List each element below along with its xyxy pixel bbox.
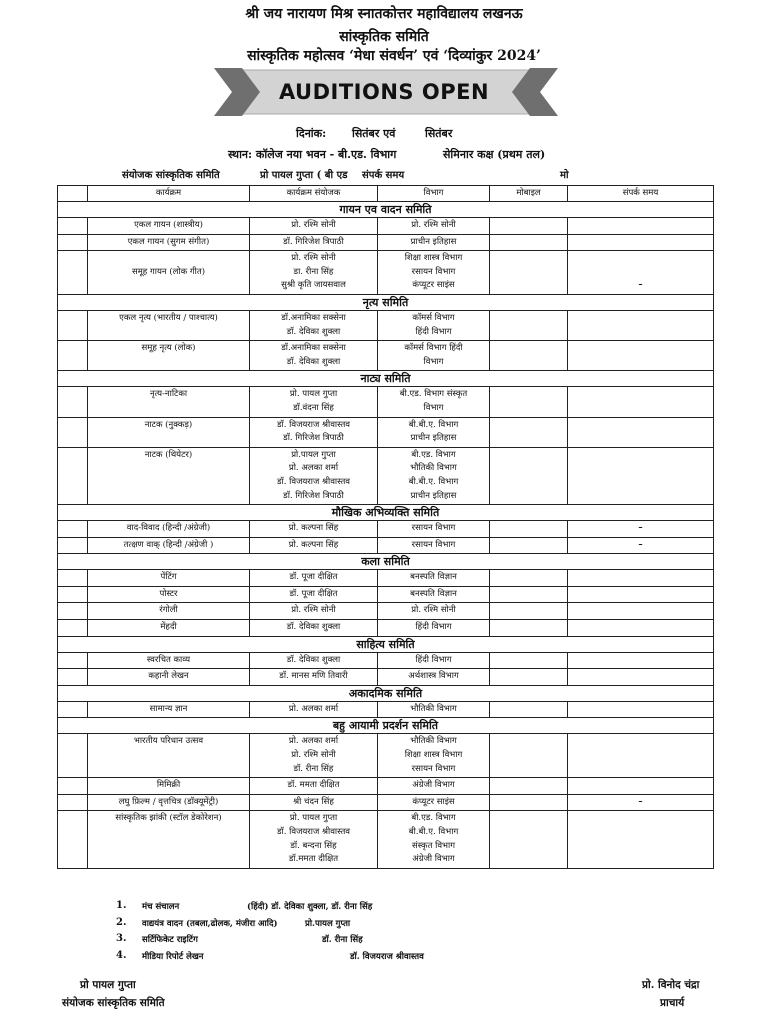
event-cell: लघु फ़िल्म / वृत्तचित्र (डॉक्यूमेंट्री) [88, 794, 250, 811]
contact-time-cell [568, 794, 714, 811]
mobile-cell [490, 310, 568, 340]
department-cell [378, 794, 490, 811]
serial-cell [58, 234, 88, 251]
coordinator-cell [250, 586, 378, 603]
contact-time-value: – [638, 523, 643, 534]
department-cell [378, 537, 490, 554]
duty-number: 4. [116, 949, 127, 961]
department-cell [378, 811, 490, 868]
department-cell [378, 778, 490, 795]
serial-cell [58, 734, 88, 778]
coordinator-name: डॉ. गिरिजेश त्रिपाठी [283, 433, 344, 444]
section-title: बहु आयामी प्रदर्शन समिति [58, 718, 714, 734]
table-row [58, 387, 714, 417]
coordinator-name: डॉ.अनामिका सक्सेना [281, 312, 346, 323]
table-row [58, 778, 714, 795]
serial-cell [58, 701, 88, 718]
left-signature-title: संयोजक सांस्कृतिक समिति [62, 997, 165, 1009]
contact-time-cell [568, 387, 714, 417]
serial-cell [58, 586, 88, 603]
department-cell [378, 586, 490, 603]
venue-room: सेमिनार कक्ष (प्रथम तल) [443, 148, 546, 161]
table-row [58, 794, 714, 811]
department-name: संस्कृत विभाग [411, 840, 456, 851]
section-title: गायन एव वादन समिति [58, 202, 714, 218]
event-cell: वाद-विवाद (हिन्दी /अंग्रेजी) [88, 521, 250, 538]
contact-time-label: संपर्क समय [362, 170, 405, 181]
department-cell [378, 251, 490, 295]
mobile-cell [490, 570, 568, 587]
coordinator-name: डॉ. विजयराज श्रीवास्तव [276, 419, 351, 430]
column-header: मोबाइल [490, 186, 568, 202]
department-name: अंग्रेजी विभाग [412, 854, 455, 865]
coordinator-cell [250, 251, 378, 295]
contact-time-cell [568, 251, 714, 295]
contact-time-cell [568, 341, 714, 371]
table-row [58, 620, 714, 637]
section-row [58, 636, 714, 652]
department-name: भौतिकी विभाग [410, 463, 457, 474]
contact-time-cell [568, 603, 714, 620]
mobile-cell [490, 521, 568, 538]
serial-cell [58, 310, 88, 340]
contact-time-cell [568, 669, 714, 686]
section-row [58, 202, 714, 218]
event-cell: मिमिक्री [88, 778, 250, 795]
section-title: नृत्य समिति [58, 294, 714, 310]
coordinator-label: संयोजक सांस्कृतिक समिति [122, 170, 220, 181]
auditions-table [57, 185, 714, 869]
contact-time-cell [568, 586, 714, 603]
department-cell [378, 701, 490, 718]
coordinator-cell [250, 701, 378, 718]
contact-time-cell [568, 811, 714, 868]
duty-number: 3. [116, 933, 127, 944]
table-row [58, 669, 714, 686]
section-title: साहित्य समिति [58, 636, 714, 652]
serial-cell [58, 811, 88, 868]
serial-cell [58, 447, 88, 504]
coordinator-cell [250, 218, 378, 235]
coordinator-name: डॉ. गिरिजेश त्रिपाठी [283, 236, 344, 247]
section-row [58, 294, 714, 310]
serial-cell [58, 652, 88, 669]
mobile-cell [490, 341, 568, 371]
coordinator-cell [250, 521, 378, 538]
mobile-cell [490, 620, 568, 637]
serial-cell [58, 417, 88, 447]
department-name: बी.बी.ए. विभाग [408, 419, 459, 430]
column-header: संपर्क समय [568, 186, 714, 202]
mobile-cell [490, 701, 568, 718]
contact-time-cell [568, 310, 714, 340]
coordinator-name: प्रो. पायल गुप्ता [289, 389, 338, 400]
department-name: प्राचीन इतिहास [410, 490, 457, 501]
coordinator-cell [250, 417, 378, 447]
college-name: श्री जय नारायण मिश्र स्नातकोत्तर महाविद्यालय लखनऊ [245, 6, 523, 22]
mobile-cell [490, 778, 568, 795]
department-name: बी.बी.ए. विभाग [408, 827, 459, 837]
duty-assignee: डॉ. विजयराज श्रीवास्तव [350, 951, 424, 962]
contact-time-cell [568, 417, 714, 447]
coordinator-cell [250, 447, 378, 504]
column-header: कार्यक्रम [88, 186, 250, 202]
mobile-cell [490, 794, 568, 811]
coordinator-cell [250, 570, 378, 587]
department-cell [378, 341, 490, 371]
event-cell: नाटक (थियेटर) [88, 447, 250, 504]
department-name: कॉमर्स विभाग [412, 312, 455, 323]
department-cell [378, 652, 490, 669]
department-name: रसायन विभाग [411, 763, 456, 774]
department-name: अर्थशास्त्र विभाग [408, 671, 459, 682]
table-row [58, 537, 714, 554]
section-title: कला समिति [58, 554, 714, 570]
serial-cell [58, 251, 88, 295]
coordinator-name: डॉ.अनामिका सक्सेना [281, 343, 346, 354]
department-name: कंप्यूटर साइंस [412, 280, 455, 291]
event-cell: भारतीय परिधान उत्सव [88, 734, 250, 778]
department-name: प्रो. रश्मि सोनी [411, 220, 456, 230]
coordinator-name: डॉ. पूजा दीक्षित [289, 572, 338, 583]
coordinator-name: डॉ.वंदना सिंह [293, 402, 334, 413]
coordinator-name: प्रो. अलका शर्मा [288, 463, 339, 474]
table-row [58, 251, 714, 295]
mobile-cell [490, 586, 568, 603]
table-row [58, 447, 714, 504]
event-cell: स्वरचित काव्य [88, 652, 250, 669]
table-row [58, 603, 714, 620]
table-row [58, 417, 714, 447]
section-row [58, 685, 714, 701]
contact-time-cell [568, 734, 714, 778]
coordinator-name: डॉ. पूजा दीक्षित [289, 588, 338, 599]
department-name: भौतिकी विभाग [410, 736, 457, 747]
department-name: शिक्षा शास्त्र विभाग [404, 253, 463, 264]
department-name: अंग्रेजी विभाग [412, 780, 455, 791]
department-name: रसायन विभाग [411, 523, 456, 534]
table-row [58, 234, 714, 251]
festival-title: सांस्कृतिक महोत्सव ‘मेधा संवर्धन’ एवं ‘दिव्यांकुर 2024’ [247, 48, 541, 64]
department-name: हिंदी विभाग [415, 622, 452, 633]
banner-text: AUDITIONS OPEN [278, 80, 490, 104]
contact-time-value: – [638, 539, 643, 550]
department-name: बी.बी.ए. विभाग [408, 476, 459, 487]
coordinator-cell [250, 310, 378, 340]
coordinator-name: प्रो. कल्पना सिंह [288, 539, 339, 550]
coordinator-name: डॉ. मानस मणि तिवारी [279, 671, 348, 682]
department-name: बी.एड. विभाग [411, 449, 456, 460]
serial-cell [58, 603, 88, 620]
duty-task: सर्टिफिकेट राइटिंग [142, 935, 198, 945]
coordinator-name: श्री चंदन सिंह [293, 796, 334, 807]
mobile-cell [490, 811, 568, 868]
department-name: रसायन विभाग [411, 539, 456, 550]
duty-task: मीडिया रिपोर्ट लेखन [142, 951, 204, 962]
coordinator-cell [250, 811, 378, 868]
coordinator-name: प्रो.पायल गुप्ता [291, 449, 336, 460]
event-cell: एकल गायन (शास्त्रीय) [88, 218, 250, 235]
event-cell: एकल गायन (सुगम संगीत) [88, 234, 250, 251]
column-header: कार्यक्रम संयोजक [250, 186, 378, 202]
duty-assignee: डॉ. रीना सिंह [322, 935, 363, 945]
department-cell [378, 417, 490, 447]
department-cell [378, 234, 490, 251]
table-row [58, 652, 714, 669]
coordinator-cell [250, 341, 378, 371]
mobile-cell [490, 652, 568, 669]
contact-time-value: – [638, 796, 643, 807]
section-title: मौखिक अभिव्यक्ति समिति [58, 505, 714, 521]
serial-cell [58, 669, 88, 686]
department-cell [378, 620, 490, 637]
serial-cell [58, 794, 88, 811]
table-row [58, 341, 714, 371]
department-name: कॉमर्स विभाग हिंदी [404, 343, 463, 354]
coordinator-cell [250, 794, 378, 811]
event-cell: कहानी लेखन [88, 669, 250, 686]
table-row [58, 811, 714, 868]
coordinator-name: प्रो. रश्मि सोनी [291, 750, 336, 761]
event-cell: रंगोली [88, 603, 250, 620]
serial-cell [58, 387, 88, 417]
department-name: बी.एड. विभाग संस्कृत [399, 389, 468, 400]
coordinator-cell [250, 669, 378, 686]
section-title: नाट्य समिति [58, 371, 714, 387]
contact-time-cell [568, 701, 714, 718]
mobile-cell [490, 251, 568, 295]
duty-task: वाद्ययंत्र वादन (तबला,ढोलक, मंजीरा आदि) [142, 918, 278, 929]
coordinator-cell [250, 603, 378, 620]
department-cell [378, 734, 490, 778]
table-row [58, 734, 714, 778]
coordinator-name: डॉ. देविका शुक्ला [286, 356, 341, 367]
event-cell: नाटक (नुक्कड़) [88, 417, 250, 447]
department-cell [378, 669, 490, 686]
coordinator-name: सुश्री कृति जायसवाल [281, 280, 346, 291]
department-cell [378, 387, 490, 417]
department-cell [378, 521, 490, 538]
event-cell: समूह नृत्य (लोक) [88, 341, 250, 371]
contact-time-cell [568, 234, 714, 251]
table-row [58, 310, 714, 340]
coordinator-name: डॉ. देविका शुक्ला [286, 326, 341, 337]
coordinator-cell [250, 734, 378, 778]
mobile-cell [490, 537, 568, 554]
event-cell: पेंटिंग [88, 570, 250, 587]
coordinator-name: प्रो. कल्पना सिंह [288, 523, 339, 534]
mobile-label: मो [560, 170, 569, 181]
serial-cell [58, 218, 88, 235]
date-value-1: सितंबर एवं [352, 127, 396, 140]
department-name: बी.एड. विभाग [411, 813, 456, 824]
duty-assignee: प्रो.पायल गुप्ता [305, 918, 351, 929]
serial-cell [58, 570, 88, 587]
coordinator-name: डॉ.ममता दीक्षित [288, 854, 339, 865]
department-cell [378, 218, 490, 235]
department-name: हिंदी विभाग [415, 326, 452, 337]
department-name: शिक्षा शास्त्र विभाग [404, 750, 463, 761]
section-title: अकादमिक समिति [58, 685, 714, 701]
coordinator-cell [250, 652, 378, 669]
coordinator-name: डॉ. रीना सिंह [293, 763, 334, 774]
serial-cell [58, 537, 88, 554]
left-signature-name: प्रो पायल गुप्ता [80, 979, 136, 991]
coordinator-name: डॉ. बन्दना सिंह [290, 840, 337, 851]
department-name: बनस्पति विज्ञान [410, 588, 457, 599]
contact-time-cell [568, 570, 714, 587]
contact-time-cell [568, 778, 714, 795]
mobile-cell [490, 447, 568, 504]
duty-number: 2. [116, 916, 127, 928]
event-cell: एकल नृत्य (भारतीय / पाश्चात्य) [88, 310, 250, 340]
event-cell: तत्क्षण वाक् (हिन्दी /अंग्रेजी ) [88, 537, 250, 554]
section-row [58, 505, 714, 521]
venue: स्थान: कॉलेज नया भवन - बी.एड. विभाग [228, 148, 397, 161]
coordinator-name: डॉ. देविका शुक्ला [286, 622, 341, 633]
coordinator-name: डॉ. विजयराज श्रीवास्तव [276, 827, 351, 837]
mobile-cell [490, 417, 568, 447]
coordinator-name: डॉ. देविका शुक्ला [286, 654, 341, 665]
department-name: भौतिकी विभाग [410, 703, 457, 714]
contact-time-cell [568, 447, 714, 504]
mobile-cell [490, 603, 568, 620]
event-cell: समूह गायन (लोक गीत) [88, 251, 250, 295]
coordinator-name: डा. रीना सिंह [293, 266, 334, 277]
event-cell: नृत्य-नाटिका [88, 387, 250, 417]
contact-time-cell [568, 218, 714, 235]
column-header: विभाग [378, 186, 490, 202]
section-row [58, 554, 714, 570]
table-row [58, 218, 714, 235]
department-cell [378, 310, 490, 340]
event-cell: सांस्कृतिक झांकी (स्टॉल डेकोरेशन) [88, 811, 250, 868]
committee-name: सांस्कृतिक समिति [339, 29, 429, 45]
department-name: बनस्पति विज्ञान [410, 572, 457, 583]
section-row [58, 718, 714, 734]
right-signature-title: प्राचार्य [660, 997, 685, 1009]
department-name: विभाग [423, 402, 444, 413]
date-value-2: सितंबर [425, 127, 453, 140]
contact-time-cell [568, 620, 714, 637]
coordinator-name: प्रो. पायल गुप्ता [289, 813, 338, 824]
event-cell: पोस्टर [88, 586, 250, 603]
coordinator-cell [250, 537, 378, 554]
coordinator-name: प्रो पायल गुप्ता ( बी एड [260, 170, 348, 181]
coordinator-cell [250, 778, 378, 795]
serial-cell [58, 620, 88, 637]
department-name: प्राचीन इतिहास [410, 433, 457, 444]
coordinator-cell [250, 387, 378, 417]
mobile-cell [490, 387, 568, 417]
coordinator-name: डॉ. विजयराज श्रीवास्तव [276, 476, 351, 487]
duty-assignee: (हिंदी) डॉ. देविका शुक्ला, डॉ. रीना सिंह [247, 902, 373, 912]
column-header [58, 186, 88, 202]
contact-time-cell [568, 537, 714, 554]
department-name: विभाग [423, 356, 444, 367]
section-row [58, 371, 714, 387]
department-cell [378, 570, 490, 587]
mobile-cell [490, 669, 568, 686]
mobile-cell [490, 218, 568, 235]
coordinator-cell [250, 234, 378, 251]
event-cell: मेंहदी [88, 620, 250, 637]
contact-time-value: – [638, 280, 643, 291]
department-name: प्राचीन इतिहास [410, 236, 457, 247]
department-cell [378, 447, 490, 504]
date-label: दिनांक: [296, 127, 327, 140]
coordinator-name: प्रो. रश्मि सोनी [291, 220, 336, 230]
coordinator-name: प्रो. अलका शर्मा [288, 736, 339, 747]
department-name: प्रो. रश्मि सोनी [411, 605, 456, 616]
right-signature-name: प्रो. विनोद चंद्रा [642, 979, 700, 991]
mobile-cell [490, 734, 568, 778]
contact-time-cell [568, 652, 714, 669]
table-row [58, 586, 714, 603]
table-header-row [58, 186, 714, 202]
department-name: रसायन विभाग [411, 266, 456, 277]
contact-time-cell [568, 521, 714, 538]
coordinator-name: प्रो. रश्मि सोनी [291, 605, 336, 616]
serial-cell [58, 778, 88, 795]
coordinator-name: डॉ. गिरिजेश त्रिपाठी [283, 490, 344, 501]
coordinator-name: प्रो. अलका शर्मा [288, 703, 339, 714]
serial-cell [58, 341, 88, 371]
event-cell: सामान्य ज्ञान [88, 701, 250, 718]
coordinator-cell [250, 620, 378, 637]
department-name: हिंदी विभाग [415, 654, 452, 665]
table-row [58, 701, 714, 718]
duty-task: मंच संचालन [142, 902, 180, 912]
department-cell [378, 603, 490, 620]
duty-number: 1. [116, 900, 127, 911]
serial-cell [58, 521, 88, 538]
coordinator-name: प्रो. रश्मि सोनी [291, 253, 336, 264]
coordinator-name: डॉ. ममता दीक्षित [287, 780, 340, 791]
mobile-cell [490, 234, 568, 251]
department-name: कंप्यूटर साइंस [412, 796, 455, 807]
table-row [58, 570, 714, 587]
table-row [58, 521, 714, 538]
